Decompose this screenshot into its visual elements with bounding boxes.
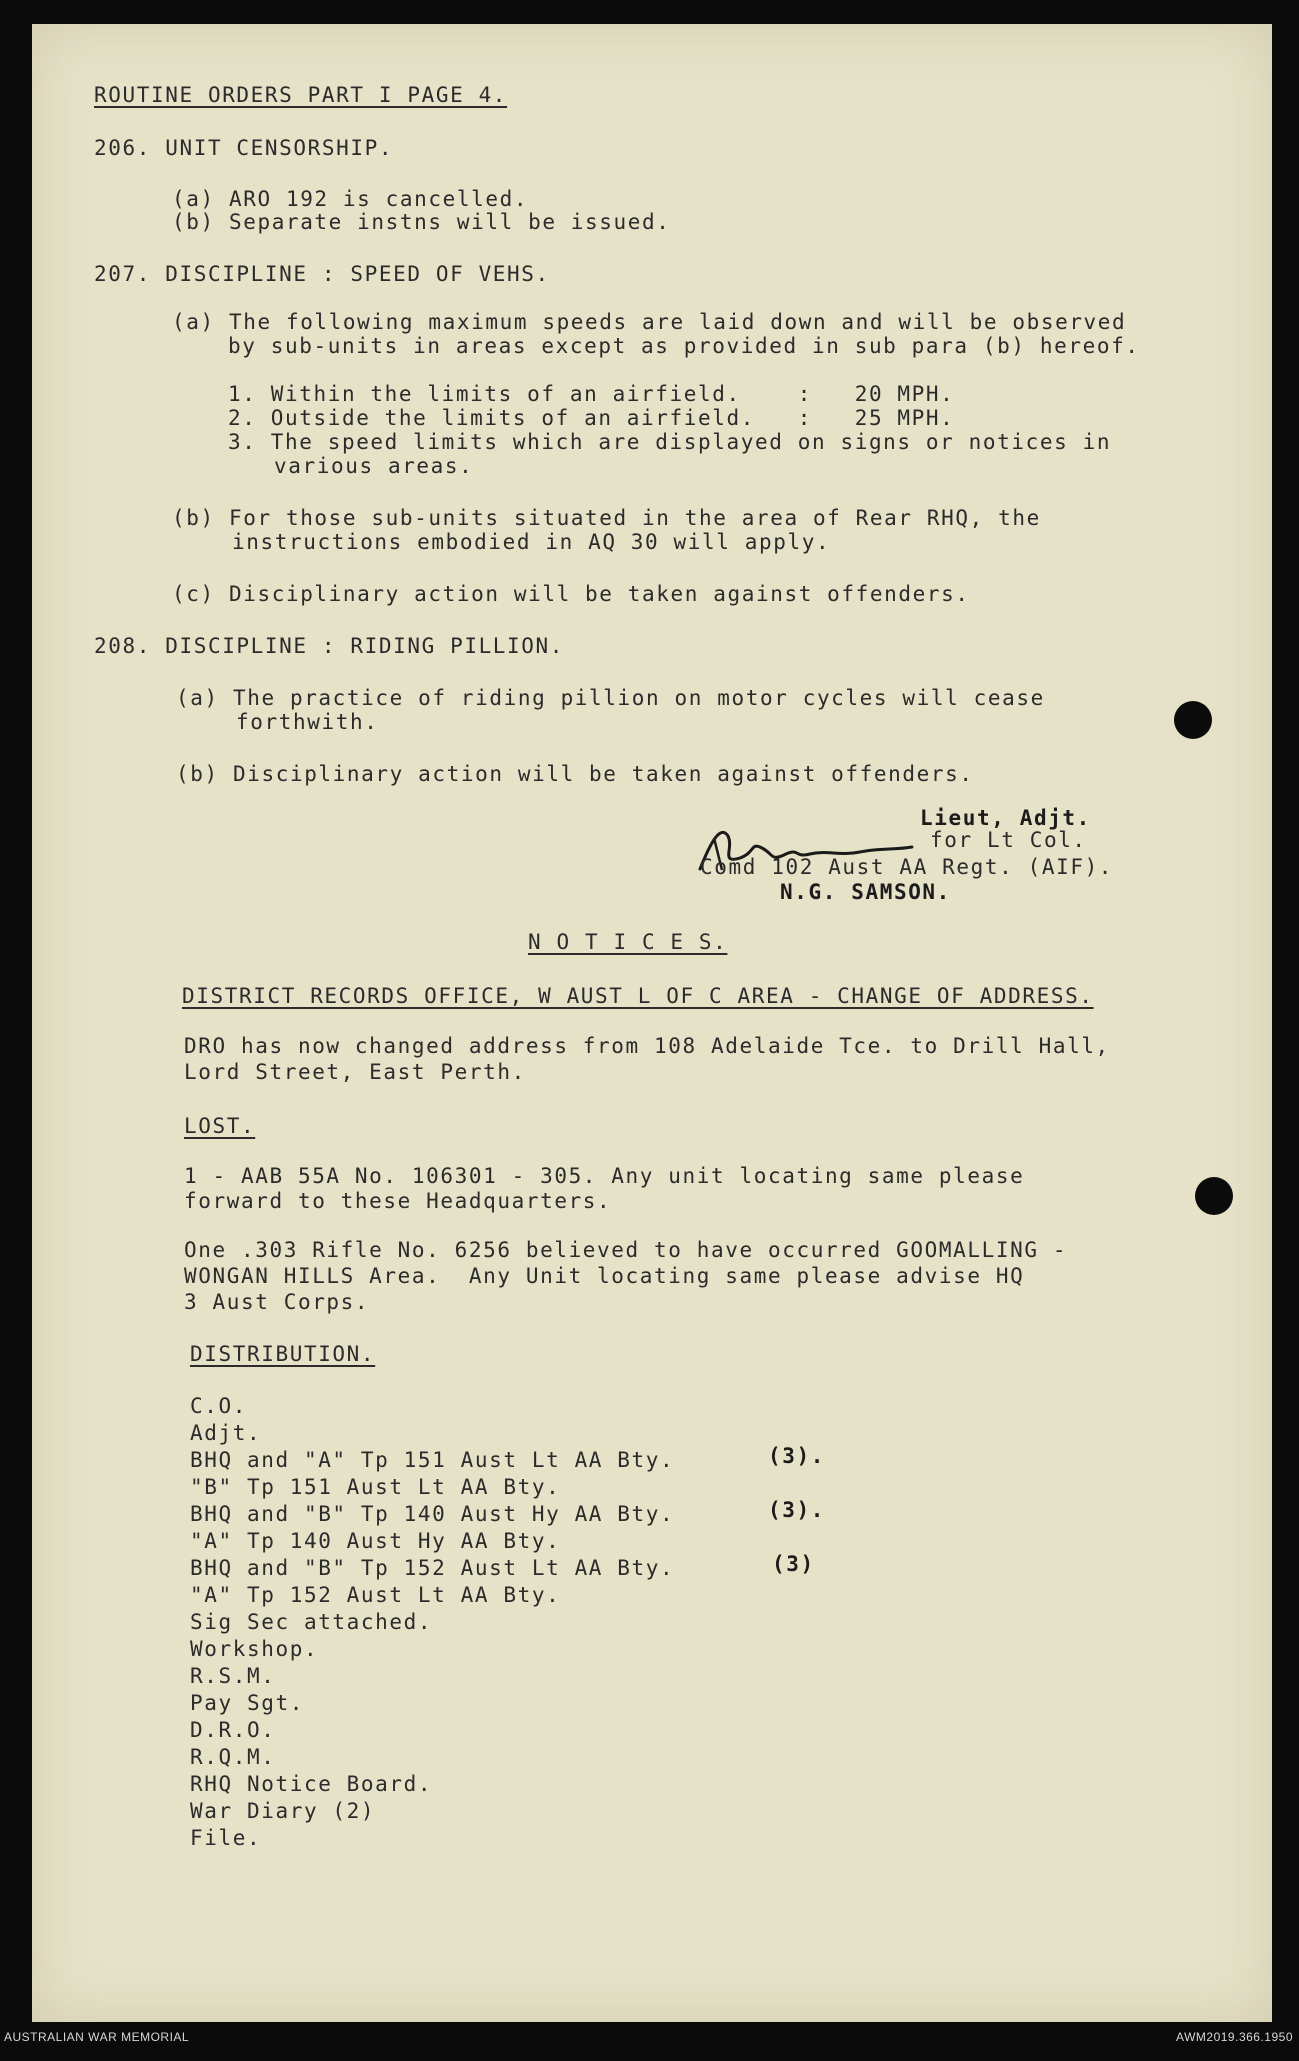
distribution-item: BHQ and "A" Tp 151 Aust Lt AA Bty. <box>190 1448 675 1472</box>
punch-hole <box>1195 1177 1233 1215</box>
dro-text-line2: Lord Street, East Perth. <box>184 1060 526 1084</box>
lost-item-2-line2: WONGAN HILLS Area. Any Unit locating same please advise HQ <box>184 1264 1025 1288</box>
section-207-b-line2: instructions embodied in AQ 30 will apply. <box>232 530 831 554</box>
signature-rank: Lieut, Adjt. <box>920 806 1091 830</box>
section-206-title: 206. UNIT CENSORSHIP. <box>94 136 394 160</box>
distribution-item: RHQ Notice Board. <box>190 1772 433 1796</box>
section-207-b-line1: (b) For those sub-units situated in the area of Rear RHQ, the <box>172 506 1041 530</box>
distribution-item: R.Q.M. <box>190 1745 276 1769</box>
distribution-item: "A" Tp 140 Aust Hy AA Bty. <box>190 1529 561 1553</box>
distribution-item: War Diary (2) <box>190 1799 376 1823</box>
distribution-item: R.S.M. <box>190 1664 276 1688</box>
distribution-item: Adjt. <box>190 1421 262 1445</box>
section-208-b: (b) Disciplinary action will be taken against offenders. <box>176 762 974 786</box>
distribution-count: (3). <box>768 1444 825 1468</box>
footer-credit: AUSTRALIAN WAR MEMORIAL <box>4 2030 190 2044</box>
section-206-b: (b) Separate instns will be issued. <box>172 210 671 234</box>
distribution-count: (3). <box>768 1498 825 1522</box>
notices-heading: N O T I C E S. <box>528 930 728 954</box>
distribution-item: Sig Sec attached. <box>190 1610 433 1634</box>
lost-item-2-line3: 3 Aust Corps. <box>184 1290 370 1314</box>
signature-unit: Comd 102 Aust AA Regt. (AIF). <box>700 855 1114 879</box>
speed-item-3-line1: 3. The speed limits which are displayed on signs or notices in <box>228 430 1112 454</box>
dro-heading: DISTRICT RECORDS OFFICE, W AUST L OF C AREA - CHANGE OF ADDRESS. <box>182 984 1094 1008</box>
distribution-item: "B" Tp 151 Aust Lt AA Bty. <box>190 1475 561 1499</box>
dro-text-line1: DRO has now changed address from 108 Adelaide Tce. to Drill Hall, <box>184 1034 1110 1058</box>
distribution-heading: DISTRIBUTION. <box>190 1342 376 1366</box>
section-208-title: 208. DISCIPLINE : RIDING PILLION. <box>94 634 565 658</box>
distribution-item: "A" Tp 152 Aust Lt AA Bty. <box>190 1583 561 1607</box>
footer-accession-number: AWM2019.366.1950 <box>1176 2030 1293 2044</box>
distribution-item: File. <box>190 1826 262 1850</box>
section-207-a-line1: (a) The following maximum speeds are laid down and will be observed <box>172 310 1127 334</box>
distribution-item: BHQ and "B" Tp 152 Aust Lt AA Bty. <box>190 1556 675 1580</box>
speed-item-1: 1. Within the limits of an airfield. : 20 MPH. <box>228 382 955 406</box>
section-208-a-line1: (a) The practice of riding pillion on motor cycles will cease <box>176 686 1045 710</box>
section-207-title: 207. DISCIPLINE : SPEED OF VEHS. <box>94 262 550 286</box>
distribution-item: D.R.O. <box>190 1718 276 1742</box>
signature-name: N.G. SAMSON. <box>780 880 951 904</box>
section-208-a-line2: forthwith. <box>236 710 379 734</box>
distribution-item: BHQ and "B" Tp 140 Aust Hy AA Bty. <box>190 1502 675 1526</box>
distribution-item: C.O. <box>190 1394 247 1418</box>
lost-item-1-line2: forward to these Headquarters. <box>184 1189 612 1213</box>
section-207-c: (c) Disciplinary action will be taken against offenders. <box>172 582 970 606</box>
section-206-a: (a) ARO 192 is cancelled. <box>172 187 529 211</box>
speed-item-3-line2: various areas. <box>274 454 474 478</box>
distribution-item: Pay Sgt. <box>190 1691 304 1715</box>
punch-hole <box>1174 701 1212 739</box>
lost-heading: LOST. <box>184 1114 256 1138</box>
lost-item-1-line1: 1 - AAB 55A No. 106301 - 305. Any unit locating same please <box>184 1164 1025 1188</box>
lost-item-2-line1: One .303 Rifle No. 6256 believed to have occurred GOOMALLING - <box>184 1238 1068 1262</box>
speed-item-2: 2. Outside the limits of an airfield. : 25 MPH. <box>228 406 955 430</box>
signature-for: for Lt Col. <box>930 828 1087 852</box>
section-207-a-line2: by sub-units in areas except as provided in sub para (b) hereof. <box>228 334 1140 358</box>
distribution-count: (3) <box>772 1552 815 1576</box>
distribution-item: Workshop. <box>190 1637 319 1661</box>
page-header: ROUTINE ORDERS PART I PAGE 4. <box>94 83 508 107</box>
